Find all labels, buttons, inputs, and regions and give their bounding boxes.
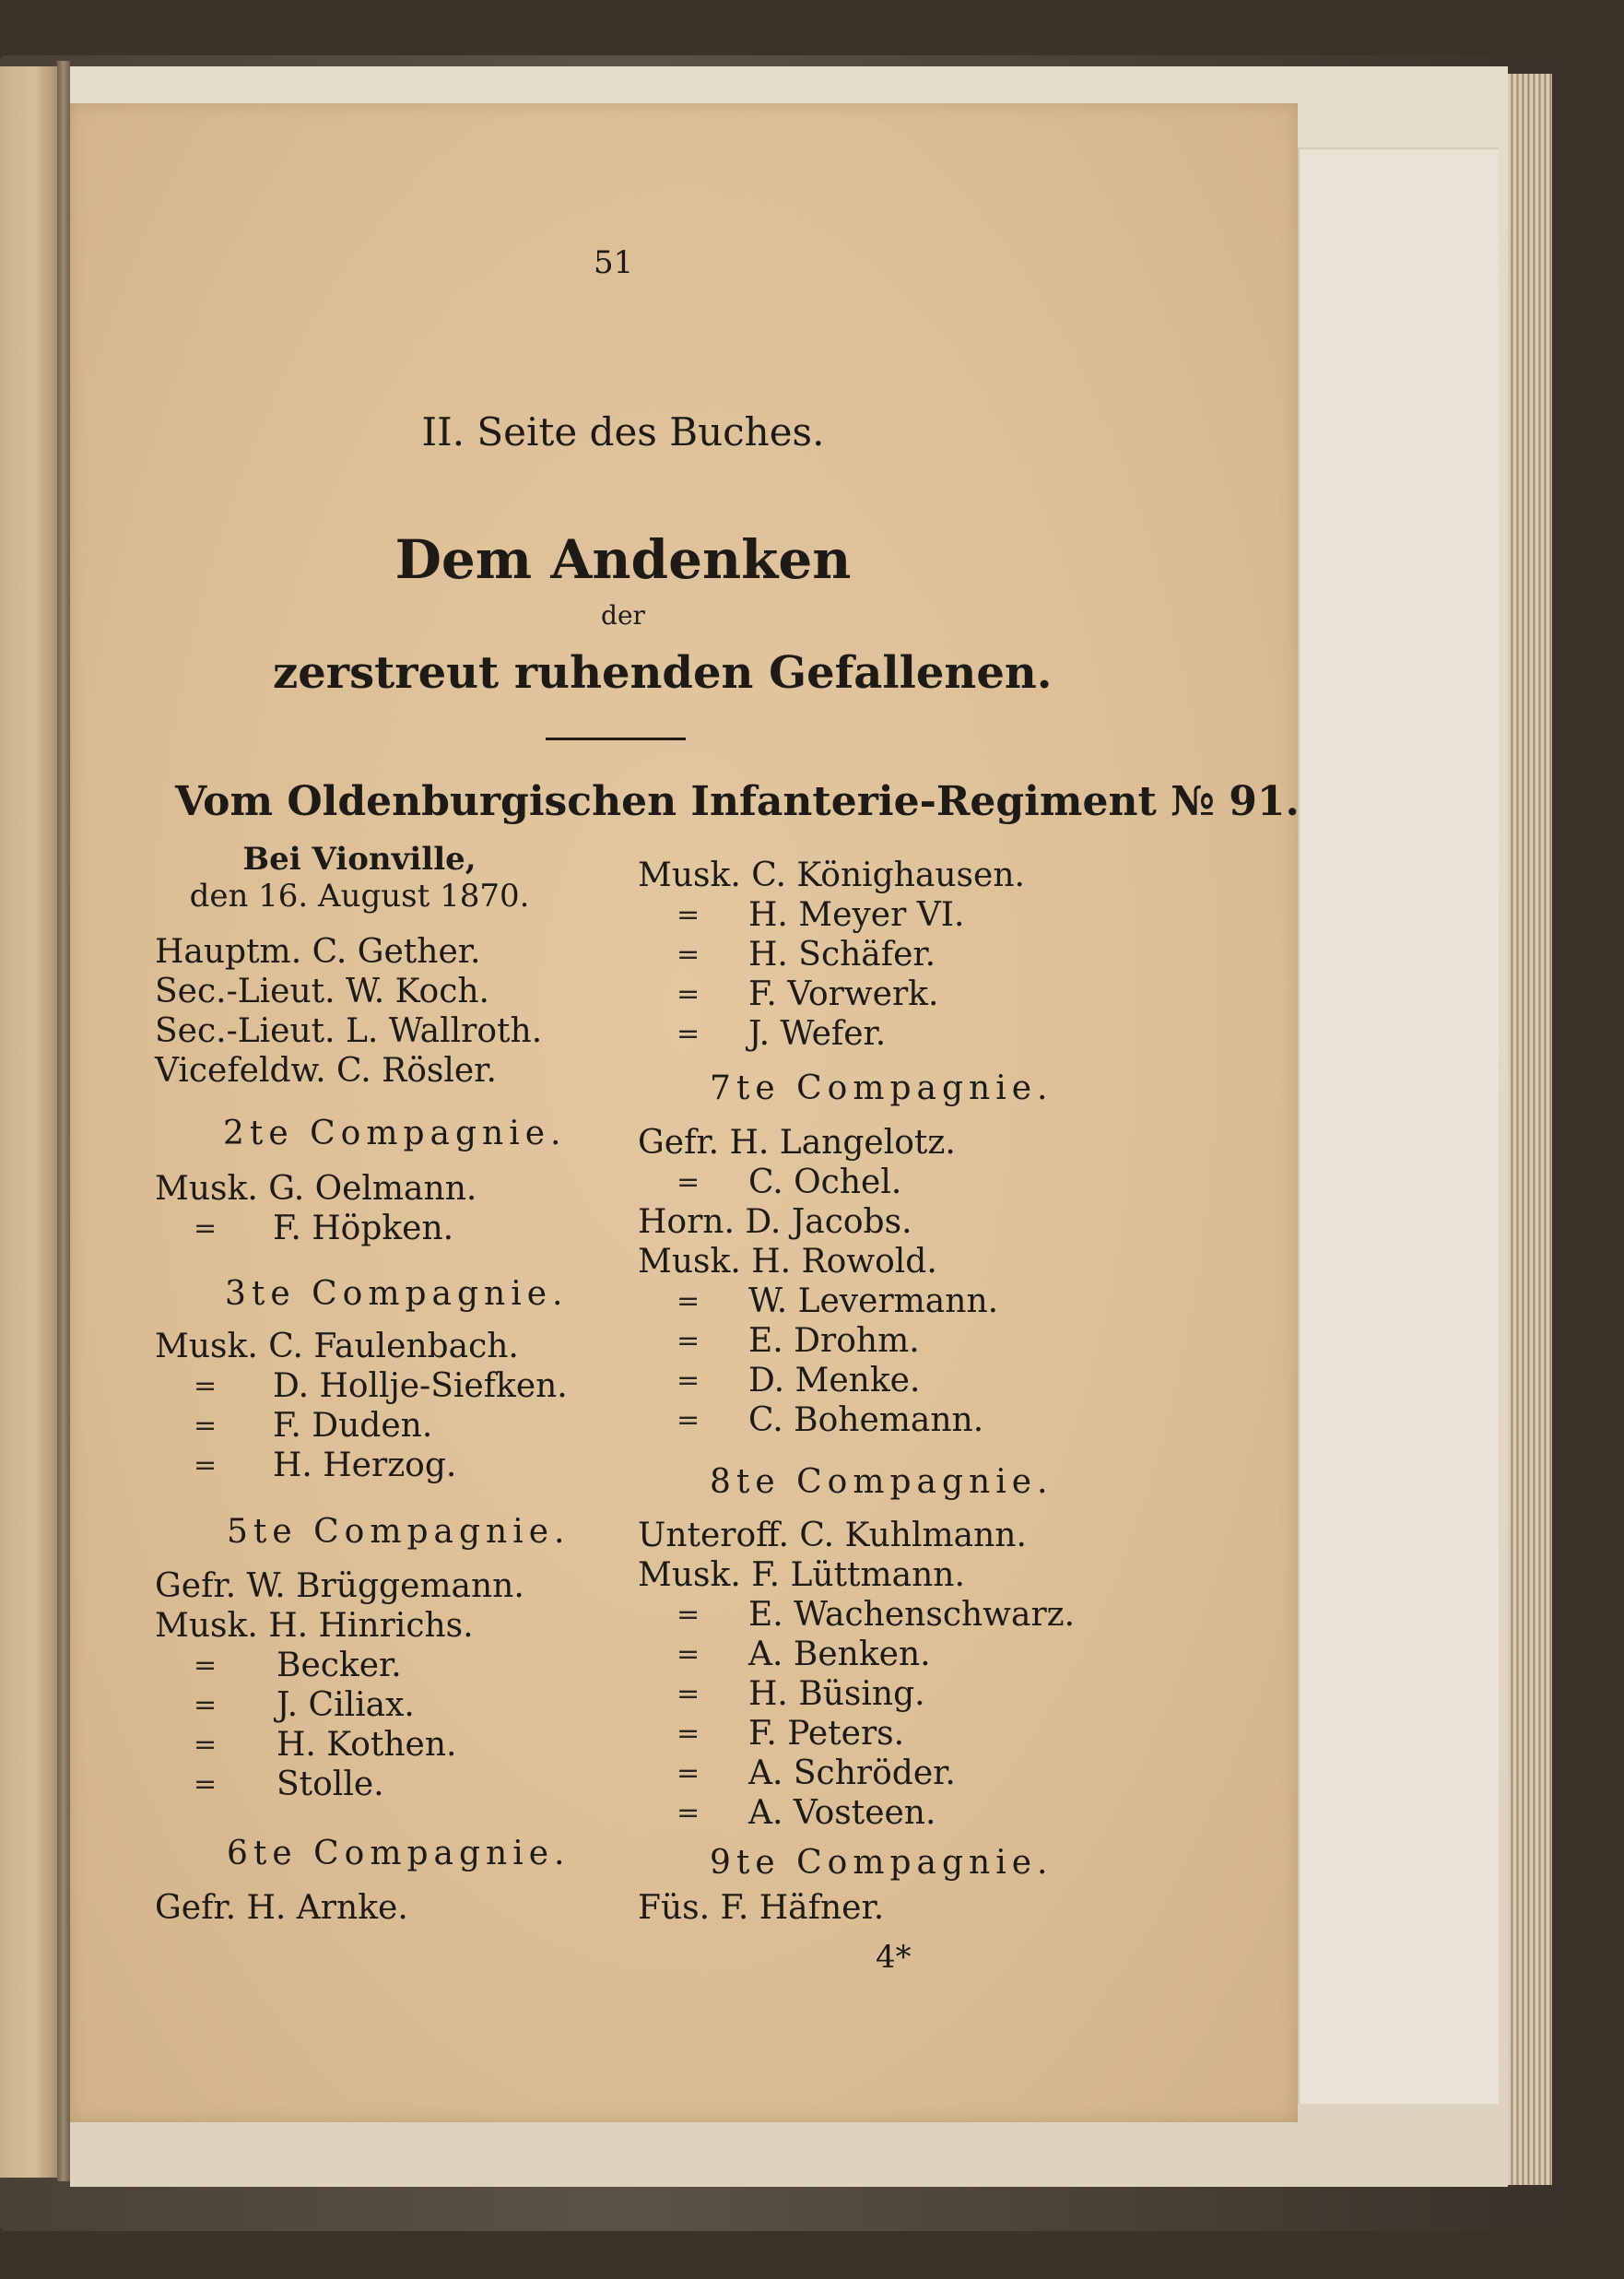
roster-line: Gefr. H. Langelotz. bbox=[638, 1124, 956, 1162]
title-line-1: Dem Andenken bbox=[394, 528, 852, 591]
roster-line: Musk. H. Hinrichs. bbox=[155, 1607, 474, 1645]
ditto-mark: = bbox=[677, 1757, 700, 1789]
roster-line: Musk. G. Oelmann. bbox=[155, 1170, 477, 1208]
ditto-mark: = bbox=[677, 939, 700, 971]
ditto-mark: = bbox=[194, 1449, 218, 1482]
roster-line: A. Vosteen. bbox=[748, 1794, 936, 1832]
ditto-mark: = bbox=[194, 1729, 218, 1761]
regiment-heading: Vom Oldenburgischen Infanterie-Regiment № 91. bbox=[175, 778, 1300, 825]
ditto-mark: = bbox=[677, 1325, 700, 1357]
divider-rule bbox=[546, 738, 686, 740]
roster-line: Gefr. H. Arnke. bbox=[155, 1889, 408, 1927]
roster-line: H. Schäfer. bbox=[748, 936, 936, 974]
company-heading: 6te Compagnie. bbox=[227, 1835, 571, 1872]
company-heading: 9te Compagnie. bbox=[710, 1844, 1053, 1882]
roster-line: H. Meyer VI. bbox=[748, 896, 965, 934]
roster-line: A. Schröder. bbox=[748, 1754, 956, 1792]
officer-line: Vicefeldw. C. Rösler. bbox=[155, 1052, 497, 1090]
roster-line: Unteroff. C. Kuhlmann. bbox=[638, 1517, 1027, 1554]
roster-line: D. Hollje-Siefken. bbox=[273, 1367, 568, 1405]
roster-line: Musk. C. Faulenbach. bbox=[155, 1328, 519, 1365]
roster-line: H. Kothen. bbox=[277, 1726, 457, 1764]
company-heading: 5te Compagnie. bbox=[227, 1513, 571, 1551]
ditto-mark: = bbox=[677, 1285, 700, 1317]
ditto-mark: = bbox=[194, 1689, 218, 1721]
roster-line: Stolle. bbox=[277, 1765, 384, 1803]
ditto-mark: = bbox=[677, 1797, 700, 1829]
title-line-3: zerstreut ruhenden Gefallenen. bbox=[273, 647, 1053, 699]
roster-line: F. Peters. bbox=[748, 1715, 905, 1753]
ditto-mark: = bbox=[677, 1364, 700, 1397]
roster-line: Gefr. W. Brüggemann. bbox=[155, 1567, 524, 1605]
company-heading: 3te Compagnie. bbox=[225, 1275, 569, 1313]
roster-line: C. Bohemann. bbox=[748, 1401, 984, 1439]
company-heading: 2te Compagnie. bbox=[223, 1115, 567, 1152]
company-heading: 8te Compagnie. bbox=[710, 1463, 1053, 1501]
ditto-mark: = bbox=[677, 1678, 700, 1710]
ditto-mark: = bbox=[677, 1638, 700, 1671]
ditto-mark: = bbox=[194, 1370, 218, 1402]
ditto-mark: = bbox=[194, 1212, 218, 1245]
roster-line: J. Ciliax. bbox=[277, 1686, 415, 1724]
ditto-mark: = bbox=[677, 1404, 700, 1436]
roster-line: W. Levermann. bbox=[748, 1282, 999, 1320]
roster-line: E. Wachenschwarz. bbox=[748, 1596, 1076, 1634]
roster-line: F. Vorwerk. bbox=[748, 975, 939, 1013]
roster-line: Musk. H. Rowold. bbox=[638, 1243, 937, 1281]
ditto-mark: = bbox=[677, 1166, 700, 1199]
roster-line: A. Benken. bbox=[748, 1635, 931, 1673]
company-heading: 7te Compagnie. bbox=[710, 1069, 1053, 1107]
page-number: 51 bbox=[594, 244, 634, 281]
ditto-mark: = bbox=[677, 1599, 700, 1631]
officer-line: Sec.-Lieut. W. Koch. bbox=[155, 973, 489, 1010]
ditto-mark: = bbox=[194, 1410, 218, 1442]
ditto-mark: = bbox=[677, 1718, 700, 1750]
roster-line: Füs. F. Häfner. bbox=[638, 1889, 885, 1927]
battle-line-2: den 16. August 1870. bbox=[189, 878, 530, 915]
left-page-edge bbox=[0, 66, 57, 2178]
roster-line: H. Herzog. bbox=[273, 1447, 457, 1484]
roster-line: Musk. F. Lüttmann. bbox=[638, 1556, 965, 1594]
ditto-mark: = bbox=[677, 978, 700, 1010]
ditto-mark: = bbox=[677, 1018, 700, 1050]
roster-line: F. Duden. bbox=[273, 1407, 433, 1445]
book-spine bbox=[57, 61, 70, 2181]
endpaper-inner bbox=[1298, 148, 1499, 2104]
roster-line: H. Büsing. bbox=[748, 1675, 925, 1713]
roster-line: D. Menke. bbox=[748, 1362, 921, 1399]
officer-line: Hauptm. C. Gether. bbox=[155, 933, 481, 971]
section-title: II. Seite des Buches. bbox=[421, 409, 825, 455]
battle-line-1: Bei Vionville, bbox=[242, 841, 477, 878]
ditto-mark: = bbox=[677, 899, 700, 931]
roster-line: J. Wefer. bbox=[748, 1015, 887, 1053]
roster-line: C. Ochel. bbox=[748, 1163, 902, 1201]
roster-line: E. Drohm. bbox=[748, 1322, 920, 1360]
roster-line: F. Höpken. bbox=[273, 1210, 454, 1247]
officer-line: Sec.-Lieut. L. Wallroth. bbox=[155, 1012, 543, 1050]
roster-line: Horn. D. Jacobs. bbox=[638, 1203, 912, 1241]
roster-line: Becker. bbox=[277, 1647, 402, 1684]
ditto-mark: = bbox=[194, 1649, 218, 1682]
roster-line: Musk. C. Könighausen. bbox=[638, 856, 1025, 894]
ditto-mark: = bbox=[194, 1768, 218, 1801]
signature-mark: 4* bbox=[876, 1939, 912, 1976]
title-line-2: der bbox=[601, 600, 645, 631]
page-edges bbox=[1508, 74, 1552, 2185]
